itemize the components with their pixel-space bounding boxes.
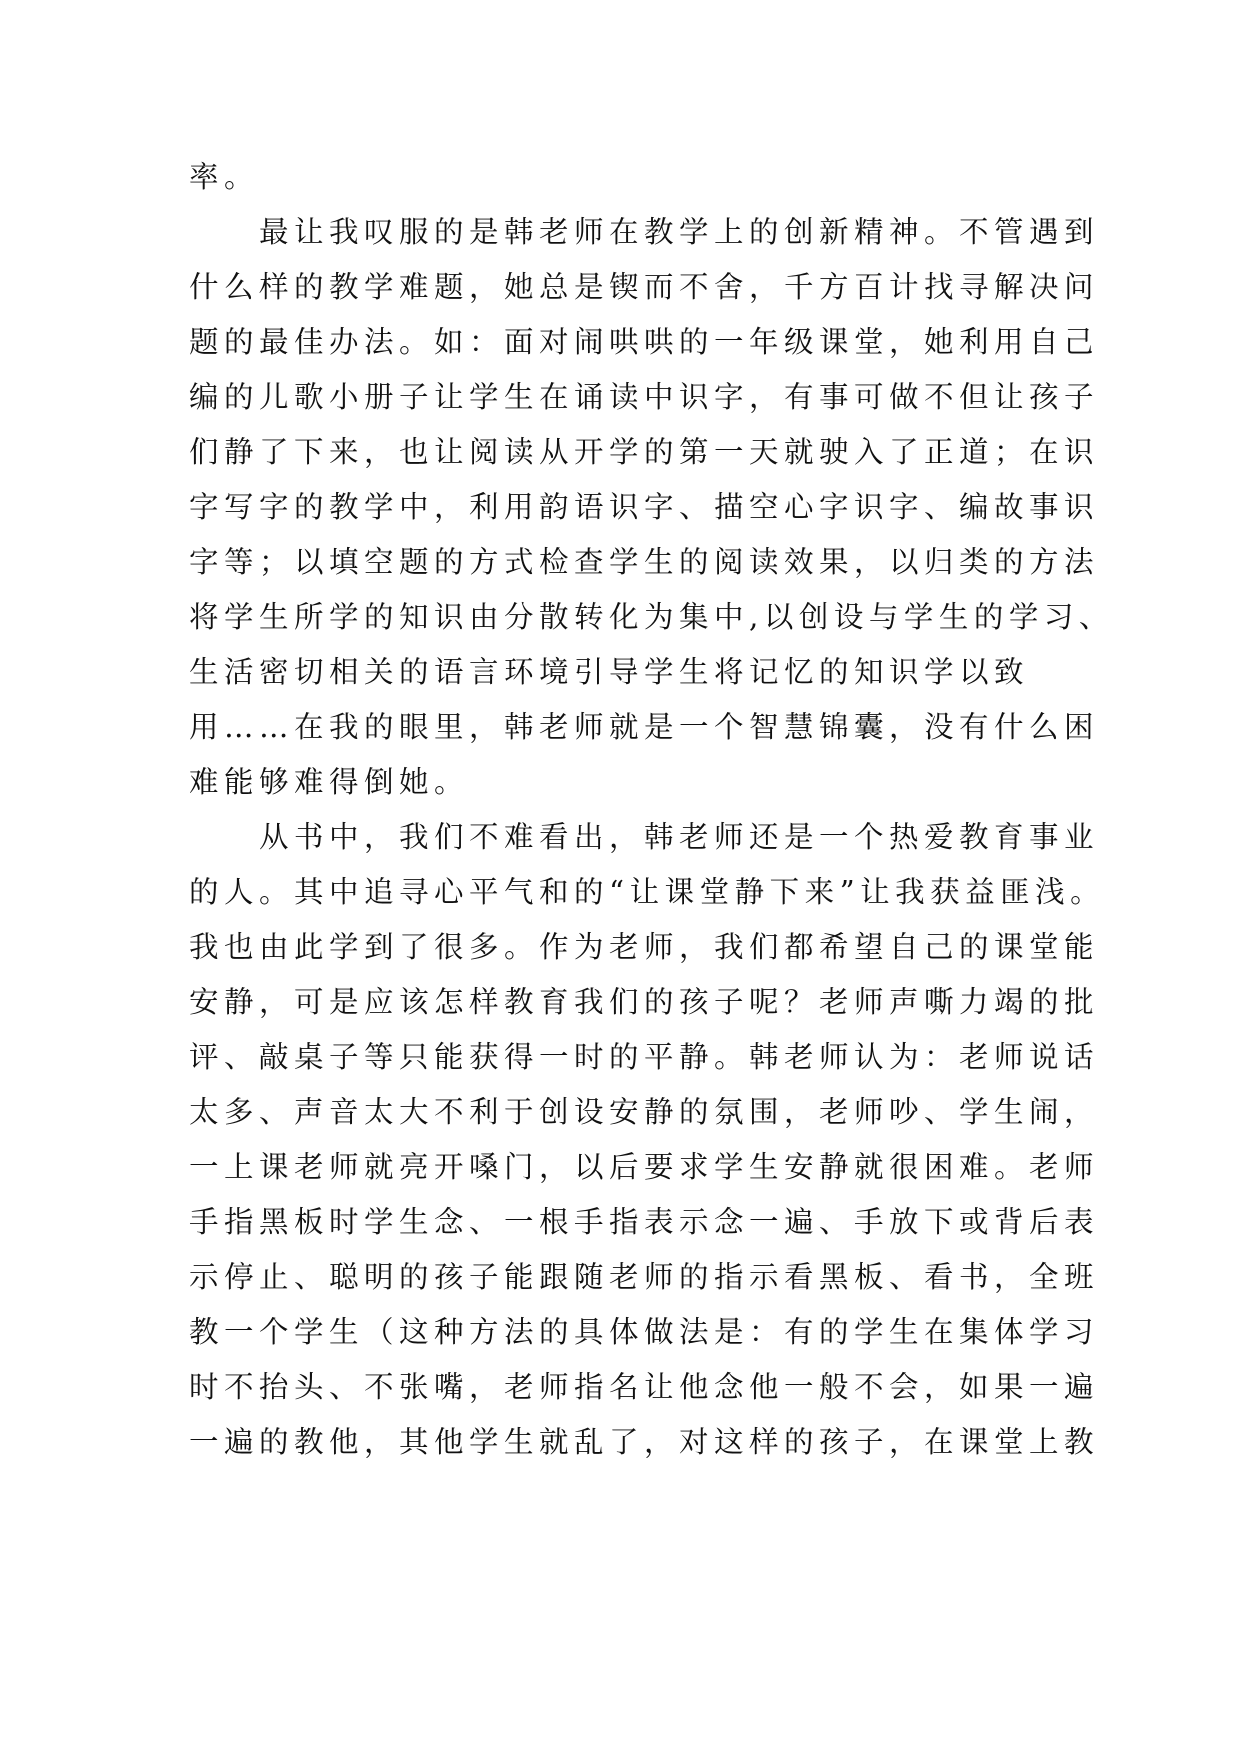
text-line: 难能够难得倒她。 <box>189 765 470 799</box>
text-line: 示停止、聪明的孩子能跟随老师的指示看黑板、看书，全班 <box>189 1260 1100 1294</box>
text-line: 教一个学生（这种方法的具体做法是：有的学生在集体学习 <box>189 1315 1100 1349</box>
text-line: 安静，可是应该怎样教育我们的孩子呢？老师声嘶力竭的批 <box>189 985 1100 1019</box>
text-line: 编的儿歌小册子让学生在诵读中识字，有事可做不但让孩子 <box>189 380 1100 414</box>
paragraph-first-line: 最让我叹服的是韩老师在教学上的创新精神。不管遇到 <box>259 215 1100 249</box>
text-line: 字等；以填空题的方式检查学生的阅读效果，以归类的方法 <box>189 545 1100 579</box>
text-line: 生活密切相关的语言环境引导学生将记忆的知识学以致 <box>189 655 1030 689</box>
text-line: 一上课老师就亮开嗓门，以后要求学生安静就很困难。老师 <box>189 1150 1100 1184</box>
text-line: 手指黑板时学生念、一根手指表示念一遍、手放下或背后表 <box>189 1205 1100 1239</box>
text-line: 们静了下来，也让阅读从开学的第一天就驶入了正道；在识 <box>189 435 1100 469</box>
text-line: 我也由此学到了很多。作为老师，我们都希望自己的课堂能 <box>189 930 1100 964</box>
text-line: 字写字的教学中，利用韵语识字、描空心字识字、编故事识 <box>189 490 1100 524</box>
text-line: 时不抬头、不张嘴，老师指名让他念他一般不会，如果一遍 <box>189 1370 1100 1404</box>
body-text <box>189 150 1114 1470</box>
text-line: 评、敲桌子等只能获得一时的平静。韩老师认为：老师说话 <box>189 1040 1100 1074</box>
text-line: 用……在我的眼里，韩老师就是一个智慧锦囊，没有什么困 <box>189 710 1100 744</box>
text-line: 太多、声音太大不利于创设安静的氛围，老师吵、学生闹， <box>189 1095 1100 1129</box>
text-line: 什么样的教学难题，她总是锲而不舍，千方百计找寻解决问 <box>189 270 1100 304</box>
text-line: 的人。其中追寻心平气和的“让课堂静下来”让我获益匪浅。 <box>189 875 1106 909</box>
text-line: 率。 <box>189 160 260 194</box>
paragraph-first-line: 从书中，我们不难看出，韩老师还是一个热爱教育事业 <box>259 820 1100 854</box>
text-line: 将学生所学的知识由分散转化为集中,以创设与学生的学习、 <box>189 600 1114 634</box>
text-line: 一遍的教他，其他学生就乱了，对这样的孩子，在课堂上教 <box>189 1425 1100 1459</box>
text-line: 题的最佳办法。如：面对闹哄哄的一年级课堂，她利用自己 <box>189 325 1100 359</box>
